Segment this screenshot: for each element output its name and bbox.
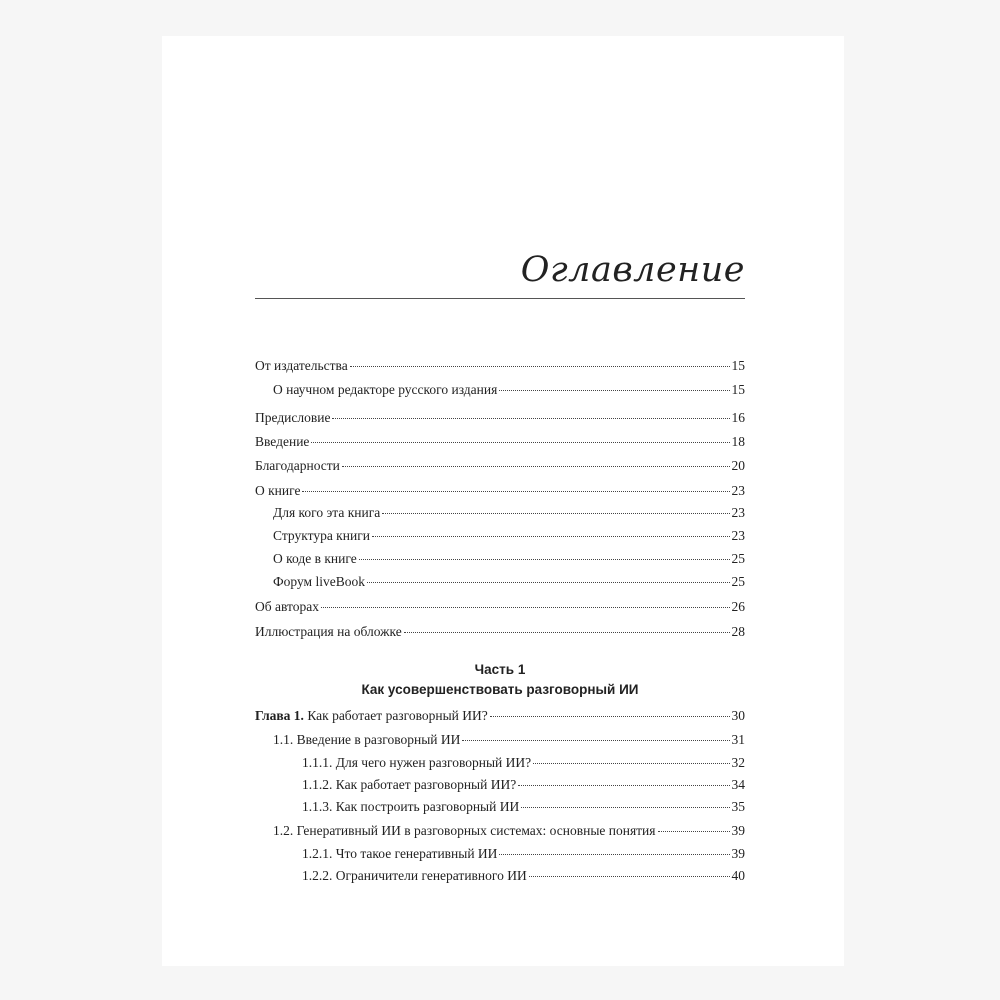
- toc-entry[interactable]: [273, 730, 745, 750]
- dot-leader: [462, 740, 729, 741]
- toc-entry-page: 35: [731, 799, 745, 814]
- toc-entry-label: О коде в книге: [273, 551, 357, 566]
- dot-leader: [332, 418, 729, 419]
- dot-leader: [533, 763, 729, 764]
- toc-entry-label: О книге: [255, 483, 301, 498]
- toc-entry-label: Структура книги: [273, 528, 370, 543]
- toc-entry-label: Благодарности: [255, 458, 340, 473]
- toc-entry[interactable]: [273, 380, 745, 400]
- toc-entry-page: 23: [731, 483, 745, 498]
- title-divider: [255, 298, 745, 299]
- toc-entry[interactable]: [255, 456, 745, 476]
- toc-entry-label: Для кого эта книга: [273, 505, 381, 520]
- dot-leader: [321, 607, 730, 608]
- toc-entry-label: [255, 706, 488, 726]
- toc-entry-label: 1.1. Введение в разговорный ИИ: [273, 732, 461, 747]
- toc-entry-label: От издательства: [255, 358, 348, 373]
- toc-entry-label: Предисловие: [255, 410, 331, 425]
- toc-entry-label: 1.1.3. Как построить разговорный ИИ: [302, 799, 520, 814]
- dot-leader: [521, 807, 729, 808]
- toc-entry[interactable]: [273, 549, 745, 569]
- toc-entry[interactable]: [273, 503, 745, 523]
- dot-leader: [367, 582, 730, 583]
- dot-leader: [342, 466, 730, 467]
- toc-entry-page: 23: [731, 505, 745, 520]
- dot-leader: [499, 390, 729, 391]
- toc-entry[interactable]: [255, 408, 745, 428]
- dot-leader: [529, 876, 730, 877]
- toc-entry-page: 39: [731, 823, 745, 838]
- chapter-title: Как работает разговорный ИИ?: [303, 708, 488, 723]
- toc-entry[interactable]: [255, 432, 745, 452]
- toc-entry-label: Иллюстрация на обложке: [255, 624, 402, 639]
- dot-leader: [302, 491, 729, 492]
- toc-entry-page: 31: [731, 732, 745, 747]
- toc-entry[interactable]: [302, 866, 745, 886]
- toc-entry[interactable]: [302, 775, 745, 795]
- toc-entry[interactable]: [255, 622, 745, 642]
- page-title: Оглавление: [520, 250, 745, 290]
- toc-entry-page: 25: [731, 574, 745, 589]
- toc-entry-page: 16: [731, 410, 745, 425]
- part-number: Часть 1: [474, 662, 526, 677]
- toc-entry[interactable]: [255, 706, 745, 726]
- toc-entry[interactable]: [255, 356, 745, 376]
- chapter-prefix: Глава 1.: [255, 708, 304, 723]
- toc-entry-label: Введение: [255, 434, 310, 449]
- toc-entry[interactable]: [273, 572, 745, 592]
- toc-entry[interactable]: [302, 844, 745, 864]
- dot-leader: [311, 442, 729, 443]
- toc-entry-label: 1.2.1. Что такое генеративный ИИ: [302, 846, 498, 861]
- dot-leader: [499, 854, 729, 855]
- toc-entry-label: 1.1.1. Для чего нужен разговорный ИИ?: [302, 755, 532, 770]
- toc-entry-page: 15: [731, 382, 745, 397]
- toc-entry-page: 18: [731, 434, 745, 449]
- dot-leader: [350, 366, 730, 367]
- toc-entry-label: 1.2. Генеративный ИИ в разговорных системах: основные понятия: [273, 823, 656, 838]
- toc-entry-label: Об авторах: [255, 599, 319, 614]
- toc-entry-page: 39: [731, 846, 745, 861]
- dot-leader: [382, 513, 729, 514]
- toc-entry-label: 1.2.2. Ограничители генеративного ИИ: [302, 868, 527, 883]
- toc-entry-page: 25: [731, 551, 745, 566]
- toc-entry[interactable]: [273, 526, 745, 546]
- dot-leader: [372, 536, 730, 537]
- toc-entry[interactable]: [273, 821, 745, 841]
- toc-entry-label: 1.1.2. Как работает разговорный ИИ?: [302, 777, 517, 792]
- toc-entry-page: 28: [731, 624, 745, 639]
- toc-entry[interactable]: [255, 481, 745, 501]
- toc-entry-page: 40: [731, 868, 745, 883]
- toc-entry-label: О научном редакторе русского издания: [273, 382, 498, 397]
- dot-leader: [658, 831, 730, 832]
- toc-entry-page: 23: [731, 528, 745, 543]
- toc-entry[interactable]: [255, 597, 745, 617]
- part-title: Как усовершенствовать разговорный ИИ: [361, 682, 639, 697]
- toc-entry-page: 30: [731, 708, 745, 723]
- dot-leader: [404, 632, 730, 633]
- toc-entry[interactable]: [302, 753, 745, 773]
- toc-entry-page: 26: [731, 599, 745, 614]
- toc-entry[interactable]: [302, 797, 745, 817]
- dot-leader: [359, 559, 730, 560]
- toc-entry-label: Форум liveBook: [273, 574, 365, 589]
- toc-entry-page: 20: [731, 458, 745, 473]
- toc-entry-page: 15: [731, 358, 745, 373]
- toc-entry-page: 34: [731, 777, 745, 792]
- dot-leader: [518, 785, 729, 786]
- toc-entry-page: 32: [731, 755, 745, 770]
- dot-leader: [490, 716, 730, 717]
